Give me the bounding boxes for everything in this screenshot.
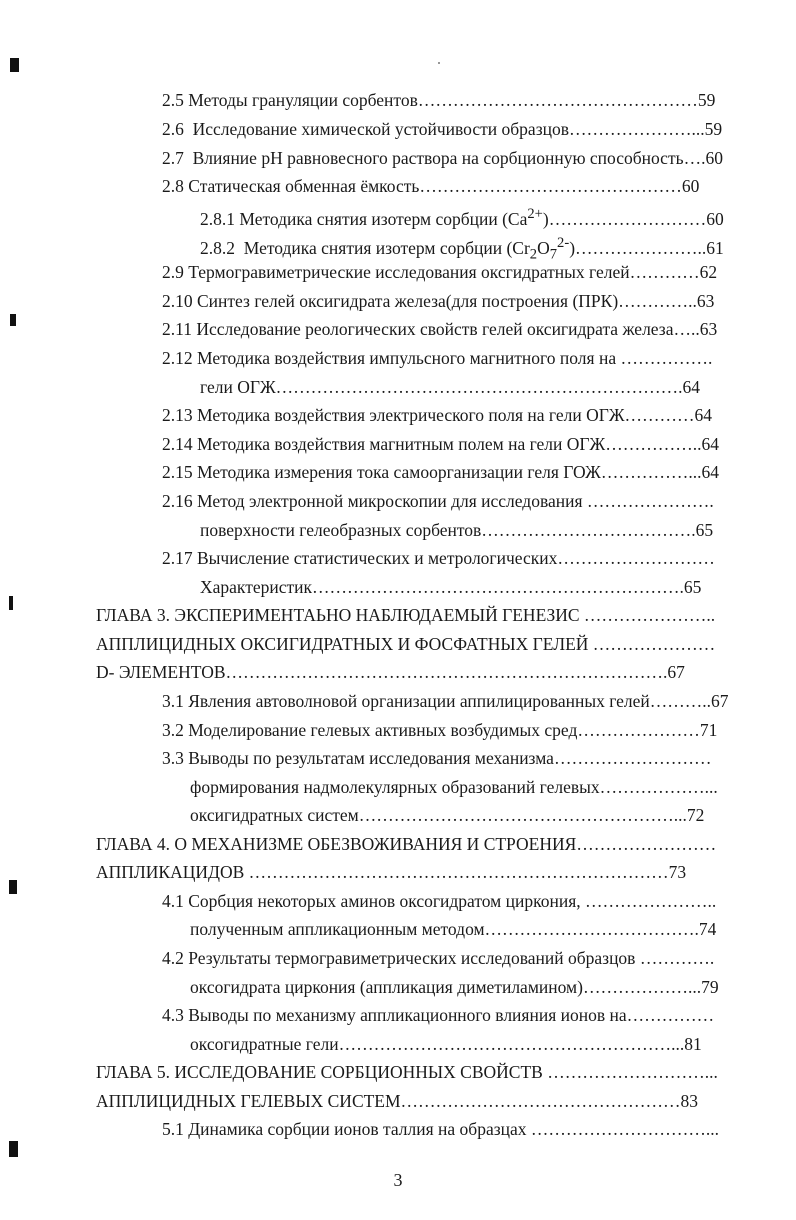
toc-entry: 3.3 Выводы по результатам исследования механизма……………………… xyxy=(162,748,712,768)
toc-entry: 3.2 Моделирование гелевых активных возбудимых сред…………………71 xyxy=(162,720,718,740)
toc-entry: 4.1 Сорбция некоторых аминов оксогидратом циркония, ………………….. xyxy=(162,891,717,911)
scan-artifact-mark xyxy=(9,596,13,610)
scan-dust-dot xyxy=(438,62,440,64)
scan-artifact-mark xyxy=(10,314,16,326)
toc-entry: гели ОГЖ…………………………………………………………….64 xyxy=(200,377,700,397)
toc-entry: оксогидратные гели…………………………………………………...81 xyxy=(190,1034,702,1054)
toc-entry: 2.8 Статическая обменная ёмкость………………………………………60 xyxy=(162,176,700,196)
scan-artifact-mark xyxy=(9,880,17,894)
toc-entry: Характеристик……………………………………………………….65 xyxy=(200,577,702,597)
toc-entry: 2.13 Методика воздействия электрического поля на гели ОГЖ…………64 xyxy=(162,405,713,425)
toc-entry: 3.1 Явления автоволновой организации аппилицированных гелей………..67 xyxy=(162,691,729,711)
toc-entry: 2.15 Методика измерения тока самоорганизации геля ГОЖ……………...64 xyxy=(162,462,719,482)
toc-entry: ГЛАВА 4. О МЕХАНИЗМЕ ОБЕЗВОЖИВАНИЯ И СТРОЕНИЯ…………………… xyxy=(96,834,717,854)
toc-entry: ГЛАВА 3. ЭКСПЕРИМЕНТАЬНО НАБЛЮДАЕМЫЙ ГЕНЕЗИС ………………….. xyxy=(96,605,716,625)
scan-artifact-mark xyxy=(10,58,19,72)
toc-entry: 2.14 Методика воздействия магнитным полем на гели ОГЖ……………..64 xyxy=(162,434,719,454)
toc-entry: АППЛИКАЦИДОВ ………………………………………………………………73 xyxy=(96,862,687,882)
toc-entry: 2.9 Термогравиметрические исследования оксгидратных гелей…………62 xyxy=(162,262,718,282)
toc-entry: АППЛИЦИДНЫХ ГЕЛЕВЫХ СИСТЕМ…………………………………………83 xyxy=(96,1091,699,1111)
toc-entry: 2.5 Методы грануляции сорбентов…………………………………………59 xyxy=(162,90,716,110)
toc-entry: АППЛИЦИДНЫХ ОКСИГИДРАТНЫХ И ФОСФАТНЫХ ГЕЛЕЙ ………………… xyxy=(96,634,716,654)
toc-entry: формирования надмолекулярных образований гелевых………………... xyxy=(190,777,718,797)
toc-entry: 4.3 Выводы по механизму аппликационного влияния ионов на…………… xyxy=(162,1005,715,1025)
toc-entry: 2.8.1 Методика снятия изотерм сорбции $(Ca^{2+})\dots\dots\dots\dots\dots\dots\dots\dots\dots 60$ xyxy=(200,206,724,229)
toc-entry: поверхности гелеобразных сорбентов……………………………….65 xyxy=(200,520,714,540)
toc-entry: D- ЭЛЕМЕНТОВ………………………………………………………………….67 xyxy=(96,662,685,682)
toc-entry: 2.16 Метод электронной микроскопии для исследования …………………. xyxy=(162,491,714,511)
toc-entry: 5.1 Динамика сорбции ионов таллия на образцах …………………………... xyxy=(162,1119,720,1139)
toc-entry: 2.10 Синтез гелей оксигидрата железа(для построения (ПРК)…………..63 xyxy=(162,291,715,311)
toc-entry: оксигидратных систем………………………………………………...72 xyxy=(190,805,705,825)
toc-entry: 2.8.2 Методика снятия изотерм сорбции $(Cr_2O_7^{2-})\dots\dots\dots\dots\dots\dots\dots..61$ xyxy=(200,235,724,263)
toc-entry: 4.2 Результаты термогравиметрических исследований образцов …………. xyxy=(162,948,715,968)
toc-entry: 2.6 Исследование химической устойчивости образцов…………………...59 xyxy=(162,119,723,139)
toc-entry: 2.12 Методика воздействия импульсного магнитного поля на ……………. xyxy=(162,348,713,368)
toc-entry: оксогидрата циркония (аппликация диметиламином)………………...79 xyxy=(190,977,719,997)
toc-entry: ГЛАВА 5. ИССЛЕДОВАНИЕ СОРБЦИОННЫХ СВОЙСТВ ………………………... xyxy=(96,1062,718,1082)
toc-entry: 2.7 Влияние pH равновесного раствора на сорбционную способность….60 xyxy=(162,148,723,168)
page-number: 3 xyxy=(393,1170,403,1190)
toc-entry: 2.11 Исследование реологических свойств гелей оксигидрата железа…..63 xyxy=(162,319,718,339)
toc-entry: 2.17 Вычисление статистических и метрологических……………………… xyxy=(162,548,715,568)
scan-artifact-mark xyxy=(9,1141,18,1157)
toc-entry: полученным аппликационным методом……………………………….74 xyxy=(190,919,717,939)
